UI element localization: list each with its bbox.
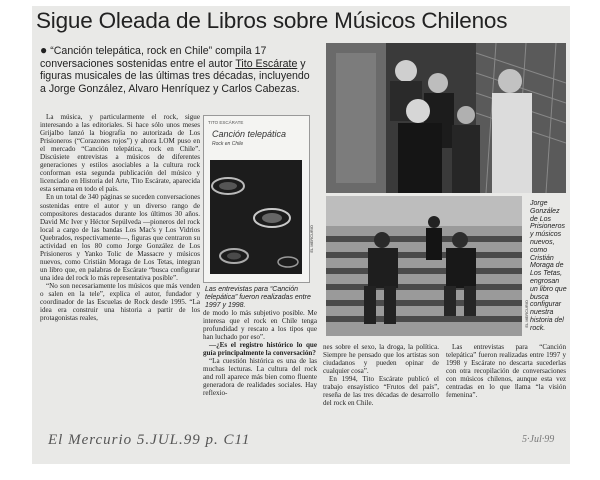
col4-paragraph: Las entrevistas para “Canción telepática” fueron realizadas entre 1997 y 1998 y Escárate no descarta sucederlas con otra recopilación de conversaciones con músicos chilenos, aunque esta vez centradas en lo que llama “la visión femenina”. (446, 343, 566, 400)
col2-paragraph: “La cuestión histórica es una de las muchas lecturas. La cultura del rock and roll aparece más bien como fluente generadora de realidades sociales. Hay reflexio- (203, 357, 317, 398)
handwritten-date: 5·Jul·99 (522, 434, 555, 445)
question: —¿Es el registro histórico lo que guía principalmente la conversación? (203, 341, 317, 358)
lede-author: Tito Escárate (235, 57, 298, 70)
caption-band: Jorge González de Los Prisioneros y músicos nuevos, como Cristián Moraga de Los Tetas, engrosan un libro que busca configurar nuestra historia del rock. (530, 200, 567, 332)
photo-credit: EL MERCURIO (309, 225, 314, 253)
book-cover-art (210, 160, 302, 274)
col1-paragraph: En un total de 340 páginas se suceden conversaciones sostenidas entre el autor y un diverso rango de compositores destacados durante los últimos 30 años. David Mc Iver y Héctor Sepúlveda —pioneros del rock local a cargo de las bandas Los Mac's y Los Vidrios Quebrados, respectivamente—, figuras que centraron su actividad en los 80 como Jorge González de Los Prisioneros y Yanko Tolic de Massacre y músicos nuevos, como Cristián Moraga de Los Tetas, integran un libro que, en palabras de Escárate “busca configurar una idea del rock lo más representativa posible”. (40, 193, 200, 282)
col2-paragraph: de modo lo más subjetivo posible. Me interesa que el rock en Chile tenga profundidad y rescato a los tipos que han luchado por eso”. (203, 309, 317, 342)
band-photo-top (326, 43, 566, 193)
lede-part2: y figuras musicales de las últimas tres décadas, incluyendo a Jorge González, Alvaro Henríquez y Carlos Cabezas. (40, 57, 310, 95)
col1-paragraph: La música, y particularmente el rock, sigue interesando a las editoriales. Si hace sólo unos meses Grijalbo lanzó la biografía no autorizada de Los Prisioneros (“Corazones rojos”) y ahora LOM puso en el mercado “Canción telepática, rock en Chile”. Discúsiete entrevistas a músicos de diferentes generaciones y estilos asociables a la cultura rock conforman esta segunda publicación del músico y licenciado en Historia del Arte, Tito Escárate, aparecida esta semana en todo el país. (40, 113, 200, 194)
col3-paragraph: nes sobre el sexo, la droga, la política. Siempre he pensado que los artistas son ciudadanos y pueden opinar de cualquier cosa”. (323, 343, 439, 376)
book-publisher: TITO ESCÁRATE (208, 120, 244, 125)
bullet-icon: ● (40, 43, 48, 57)
book-title: Canción telepática (212, 129, 287, 139)
column-2 (203, 309, 317, 398)
column-4 (446, 343, 566, 399)
lede-paragraph (40, 44, 318, 95)
handwritten-source-note: El Mercurio 5.JUL.99 p. C11 (48, 432, 251, 448)
band-photo-bottom (326, 196, 522, 336)
book-cover-image (203, 115, 310, 283)
col1-paragraph: “No son necesariamente los músicos que más venden o salen en la tele”, explica el autor, fundador y coordinador de las Escuelas de Rock desde 1995. “La idea era construir una historia a partir de los protagonistas reales, (40, 281, 200, 323)
headline: Sigue Oleada de Libros sobre Músicos Chilenos (36, 8, 508, 33)
caption-book: Las entrevistas para “Canción telepática” fueron realizadas entre 1997 y 1998. (205, 286, 311, 309)
photo-credit: EL MERCURIO (524, 300, 529, 328)
lede-part1: “Canción telepática, rock en Chile” compila 17 conversaciones sostenidas entre el autor (40, 45, 267, 70)
book-subtitle: Rock en Chile (212, 141, 244, 147)
col3-paragraph: En 1994, Tito Escárate publicó el trabajo ensayístico “Frutos del país”, reseña de las tres décadas de desarrollo del rock en Chile. (323, 375, 439, 408)
column-3 (323, 343, 439, 407)
column-1 (40, 113, 200, 322)
